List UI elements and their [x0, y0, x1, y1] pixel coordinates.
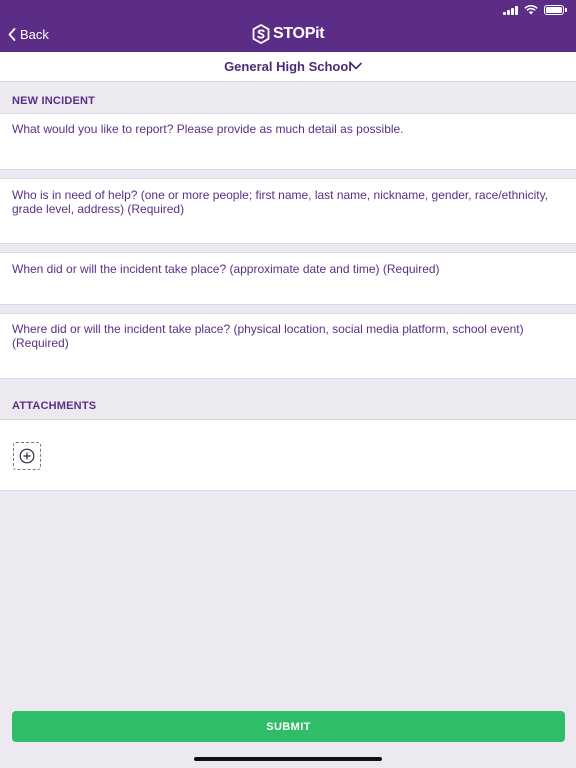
home-indicator: [194, 757, 382, 761]
attachments-panel: [0, 419, 576, 491]
school-selector[interactable]: [0, 52, 576, 82]
stopit-logo: [252, 22, 324, 46]
report-details-placeholder: What would you like to report? Please provide as much detail as possible.: [12, 122, 404, 136]
incident-location-placeholder: Where did or will the incident take place? (physical location, social media platform, school event) (Required): [12, 322, 524, 350]
back-label: Back: [20, 26, 49, 42]
report-details-field[interactable]: [0, 113, 576, 170]
chevron-left-icon: [8, 28, 16, 41]
back-button[interactable]: [8, 24, 49, 44]
cellular-signal-icon: [503, 5, 518, 15]
school-name: General High School: [224, 59, 352, 74]
status-bar: [503, 4, 564, 16]
app-header: [0, 0, 576, 52]
submit-button[interactable]: SUBMIT: [12, 711, 565, 742]
incident-time-placeholder: When did or will the incident take place? (approximate date and time) (Required): [12, 262, 440, 276]
new-incident-heading: NEW INCIDENT: [12, 95, 96, 107]
plus-circle-icon: [19, 448, 35, 464]
attachments-heading: ATTACHMENTS: [12, 400, 97, 412]
wifi-icon: [524, 5, 538, 15]
who-needs-help-field[interactable]: [0, 178, 576, 244]
add-attachment-button[interactable]: [13, 442, 41, 470]
incident-location-field[interactable]: [0, 313, 576, 379]
stopit-logo-icon: [252, 24, 270, 44]
logo-text: STOPit: [273, 25, 325, 42]
battery-icon: [544, 5, 564, 15]
incident-time-field[interactable]: [0, 252, 576, 305]
chevron-down-icon: [349, 61, 363, 71]
who-needs-help-placeholder: Who is in need of help? (one or more people; first name, last name, nickname, gender, race/ethnicity, grade level, address) (Required): [12, 188, 549, 216]
